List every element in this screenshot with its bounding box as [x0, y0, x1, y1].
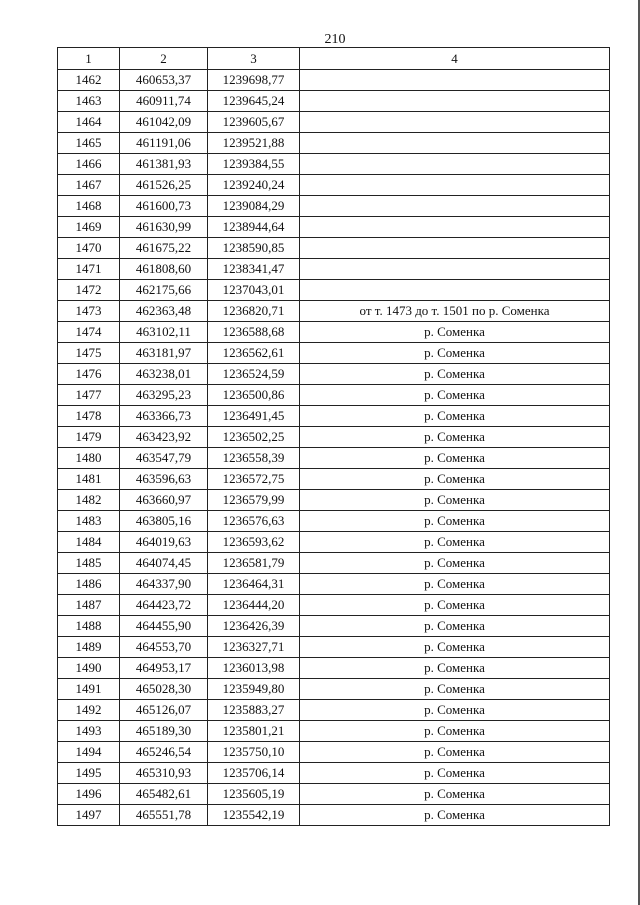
point-number-cell: 1479 — [58, 427, 120, 448]
description-cell — [300, 238, 610, 259]
table-row — [58, 112, 610, 133]
x-coordinate-cell: 461526,25 — [120, 175, 208, 196]
point-number-cell: 1483 — [58, 511, 120, 532]
y-coordinate-cell: 1236426,39 — [208, 616, 300, 637]
y-coordinate-cell: 1235605,19 — [208, 784, 300, 805]
description-cell: р. Соменка — [300, 364, 610, 385]
description-cell: р. Соменка — [300, 427, 610, 448]
x-coordinate-cell: 465551,78 — [120, 805, 208, 826]
y-coordinate-cell: 1236327,71 — [208, 637, 300, 658]
table-row — [58, 343, 610, 364]
y-coordinate-cell: 1239605,67 — [208, 112, 300, 133]
x-coordinate-cell: 463102,11 — [120, 322, 208, 343]
table-row — [58, 406, 610, 427]
point-number-cell: 1471 — [58, 259, 120, 280]
description-cell: р. Соменка — [300, 742, 610, 763]
y-coordinate-cell: 1236579,99 — [208, 490, 300, 511]
y-coordinate-cell: 1236500,86 — [208, 385, 300, 406]
table-header-row — [58, 48, 610, 70]
x-coordinate-cell: 464019,63 — [120, 532, 208, 553]
point-number-cell: 1491 — [58, 679, 120, 700]
table-row — [58, 742, 610, 763]
x-coordinate-cell: 461630,99 — [120, 217, 208, 238]
table-row — [58, 616, 610, 637]
x-coordinate-cell: 464337,90 — [120, 574, 208, 595]
description-cell: р. Соменка — [300, 721, 610, 742]
description-cell — [300, 133, 610, 154]
x-coordinate-cell: 461675,22 — [120, 238, 208, 259]
x-coordinate-cell: 465482,61 — [120, 784, 208, 805]
y-coordinate-cell: 1236558,39 — [208, 448, 300, 469]
y-coordinate-cell: 1236593,62 — [208, 532, 300, 553]
table-row — [58, 364, 610, 385]
point-number-cell: 1487 — [58, 595, 120, 616]
y-coordinate-cell: 1236820,71 — [208, 301, 300, 322]
table-row — [58, 301, 610, 322]
point-number-cell: 1469 — [58, 217, 120, 238]
table-row — [58, 763, 610, 784]
x-coordinate-cell: 463238,01 — [120, 364, 208, 385]
table-row — [58, 721, 610, 742]
point-number-cell: 1484 — [58, 532, 120, 553]
y-coordinate-cell: 1236576,63 — [208, 511, 300, 532]
description-cell: р. Соменка — [300, 700, 610, 721]
description-cell — [300, 196, 610, 217]
point-number-cell: 1467 — [58, 175, 120, 196]
x-coordinate-cell: 463596,63 — [120, 469, 208, 490]
description-cell: р. Соменка — [300, 322, 610, 343]
table-row — [58, 70, 610, 91]
description-cell: р. Соменка — [300, 637, 610, 658]
point-number-cell: 1463 — [58, 91, 120, 112]
x-coordinate-cell: 461191,06 — [120, 133, 208, 154]
description-cell: р. Соменка — [300, 763, 610, 784]
point-number-cell: 1482 — [58, 490, 120, 511]
x-coordinate-cell: 462175,66 — [120, 280, 208, 301]
x-coordinate-cell: 465028,30 — [120, 679, 208, 700]
table-row — [58, 553, 610, 574]
column-header-4: 4 — [300, 48, 610, 70]
point-number-cell: 1481 — [58, 469, 120, 490]
table-row — [58, 133, 610, 154]
x-coordinate-cell: 465246,54 — [120, 742, 208, 763]
x-coordinate-cell: 463181,97 — [120, 343, 208, 364]
x-coordinate-cell: 464953,17 — [120, 658, 208, 679]
point-number-cell: 1465 — [58, 133, 120, 154]
point-number-cell: 1464 — [58, 112, 120, 133]
description-cell: р. Соменка — [300, 511, 610, 532]
y-coordinate-cell: 1235801,21 — [208, 721, 300, 742]
description-cell: р. Соменка — [300, 595, 610, 616]
description-cell: р. Соменка — [300, 553, 610, 574]
y-coordinate-cell: 1239521,88 — [208, 133, 300, 154]
y-coordinate-cell: 1237043,01 — [208, 280, 300, 301]
description-cell: р. Соменка — [300, 385, 610, 406]
y-coordinate-cell: 1236444,20 — [208, 595, 300, 616]
y-coordinate-cell: 1239698,77 — [208, 70, 300, 91]
y-coordinate-cell: 1236588,68 — [208, 322, 300, 343]
x-coordinate-cell: 463805,16 — [120, 511, 208, 532]
y-coordinate-cell: 1238590,85 — [208, 238, 300, 259]
description-cell — [300, 259, 610, 280]
y-coordinate-cell: 1239384,55 — [208, 154, 300, 175]
x-coordinate-cell: 465126,07 — [120, 700, 208, 721]
coordinates-table — [57, 47, 610, 826]
x-coordinate-cell: 463423,92 — [120, 427, 208, 448]
point-number-cell: 1497 — [58, 805, 120, 826]
x-coordinate-cell: 465189,30 — [120, 721, 208, 742]
y-coordinate-cell: 1236013,98 — [208, 658, 300, 679]
point-number-cell: 1466 — [58, 154, 120, 175]
point-number-cell: 1474 — [58, 322, 120, 343]
x-coordinate-cell: 464455,90 — [120, 616, 208, 637]
x-coordinate-cell: 461600,73 — [120, 196, 208, 217]
point-number-cell: 1490 — [58, 658, 120, 679]
description-cell — [300, 280, 610, 301]
x-coordinate-cell: 465310,93 — [120, 763, 208, 784]
x-coordinate-cell: 463660,97 — [120, 490, 208, 511]
x-coordinate-cell: 461042,09 — [120, 112, 208, 133]
table-row — [58, 154, 610, 175]
y-coordinate-cell: 1236491,45 — [208, 406, 300, 427]
description-cell — [300, 112, 610, 133]
table-row — [58, 196, 610, 217]
y-coordinate-cell: 1236464,31 — [208, 574, 300, 595]
table-row — [58, 91, 610, 112]
table-row — [58, 679, 610, 700]
x-coordinate-cell: 461381,93 — [120, 154, 208, 175]
point-number-cell: 1489 — [58, 637, 120, 658]
description-cell: от т. 1473 до т. 1501 по р. Соменка — [300, 301, 610, 322]
description-cell: р. Соменка — [300, 490, 610, 511]
y-coordinate-cell: 1238341,47 — [208, 259, 300, 280]
point-number-cell: 1488 — [58, 616, 120, 637]
description-cell: р. Соменка — [300, 784, 610, 805]
point-number-cell: 1492 — [58, 700, 120, 721]
y-coordinate-cell: 1236502,25 — [208, 427, 300, 448]
x-coordinate-cell: 464553,70 — [120, 637, 208, 658]
table-row — [58, 280, 610, 301]
description-cell: р. Соменка — [300, 448, 610, 469]
table-row — [58, 469, 610, 490]
column-header-1: 1 — [58, 48, 120, 70]
table-row — [58, 595, 610, 616]
table-row — [58, 805, 610, 826]
point-number-cell: 1470 — [58, 238, 120, 259]
x-coordinate-cell: 464423,72 — [120, 595, 208, 616]
description-cell: р. Соменка — [300, 805, 610, 826]
table-row — [58, 322, 610, 343]
point-number-cell: 1493 — [58, 721, 120, 742]
point-number-cell: 1495 — [58, 763, 120, 784]
y-coordinate-cell: 1239240,24 — [208, 175, 300, 196]
x-coordinate-cell: 463366,73 — [120, 406, 208, 427]
table-body — [58, 70, 610, 826]
x-coordinate-cell: 464074,45 — [120, 553, 208, 574]
point-number-cell: 1472 — [58, 280, 120, 301]
table-row — [58, 700, 610, 721]
table-row — [58, 259, 610, 280]
y-coordinate-cell: 1235883,27 — [208, 700, 300, 721]
description-cell: р. Соменка — [300, 658, 610, 679]
description-cell — [300, 175, 610, 196]
description-cell — [300, 70, 610, 91]
point-number-cell: 1478 — [58, 406, 120, 427]
point-number-cell: 1485 — [58, 553, 120, 574]
y-coordinate-cell: 1235542,19 — [208, 805, 300, 826]
x-coordinate-cell: 463547,79 — [120, 448, 208, 469]
table-row — [58, 385, 610, 406]
point-number-cell: 1473 — [58, 301, 120, 322]
description-cell: р. Соменка — [300, 469, 610, 490]
y-coordinate-cell: 1236524,59 — [208, 364, 300, 385]
table-row — [58, 784, 610, 805]
point-number-cell: 1477 — [58, 385, 120, 406]
table-row — [58, 511, 610, 532]
y-coordinate-cell: 1236562,61 — [208, 343, 300, 364]
x-coordinate-cell: 461808,60 — [120, 259, 208, 280]
table-row — [58, 427, 610, 448]
page-number: 210 — [324, 32, 346, 47]
y-coordinate-cell: 1238944,64 — [208, 217, 300, 238]
table-row — [58, 238, 610, 259]
y-coordinate-cell: 1239084,29 — [208, 196, 300, 217]
description-cell — [300, 154, 610, 175]
description-cell: р. Соменка — [300, 679, 610, 700]
column-header-2: 2 — [120, 48, 208, 70]
column-header-3: 3 — [208, 48, 300, 70]
description-cell: р. Соменка — [300, 616, 610, 637]
point-number-cell: 1468 — [58, 196, 120, 217]
y-coordinate-cell: 1236581,79 — [208, 553, 300, 574]
table-row — [58, 637, 610, 658]
table-row — [58, 490, 610, 511]
description-cell — [300, 217, 610, 238]
point-number-cell: 1476 — [58, 364, 120, 385]
table-row — [58, 217, 610, 238]
description-cell — [300, 91, 610, 112]
y-coordinate-cell: 1239645,24 — [208, 91, 300, 112]
y-coordinate-cell: 1236572,75 — [208, 469, 300, 490]
description-cell: р. Соменка — [300, 343, 610, 364]
point-number-cell: 1475 — [58, 343, 120, 364]
point-number-cell: 1496 — [58, 784, 120, 805]
table-row — [58, 658, 610, 679]
x-coordinate-cell: 460653,37 — [120, 70, 208, 91]
point-number-cell: 1462 — [58, 70, 120, 91]
point-number-cell: 1480 — [58, 448, 120, 469]
y-coordinate-cell: 1235949,80 — [208, 679, 300, 700]
point-number-cell: 1486 — [58, 574, 120, 595]
description-cell: р. Соменка — [300, 406, 610, 427]
table-row — [58, 532, 610, 553]
table-row — [58, 175, 610, 196]
table-row — [58, 448, 610, 469]
y-coordinate-cell: 1235706,14 — [208, 763, 300, 784]
x-coordinate-cell: 460911,74 — [120, 91, 208, 112]
table-row — [58, 574, 610, 595]
point-number-cell: 1494 — [58, 742, 120, 763]
description-cell: р. Соменка — [300, 532, 610, 553]
x-coordinate-cell: 462363,48 — [120, 301, 208, 322]
y-coordinate-cell: 1235750,10 — [208, 742, 300, 763]
x-coordinate-cell: 463295,23 — [120, 385, 208, 406]
description-cell: р. Соменка — [300, 574, 610, 595]
